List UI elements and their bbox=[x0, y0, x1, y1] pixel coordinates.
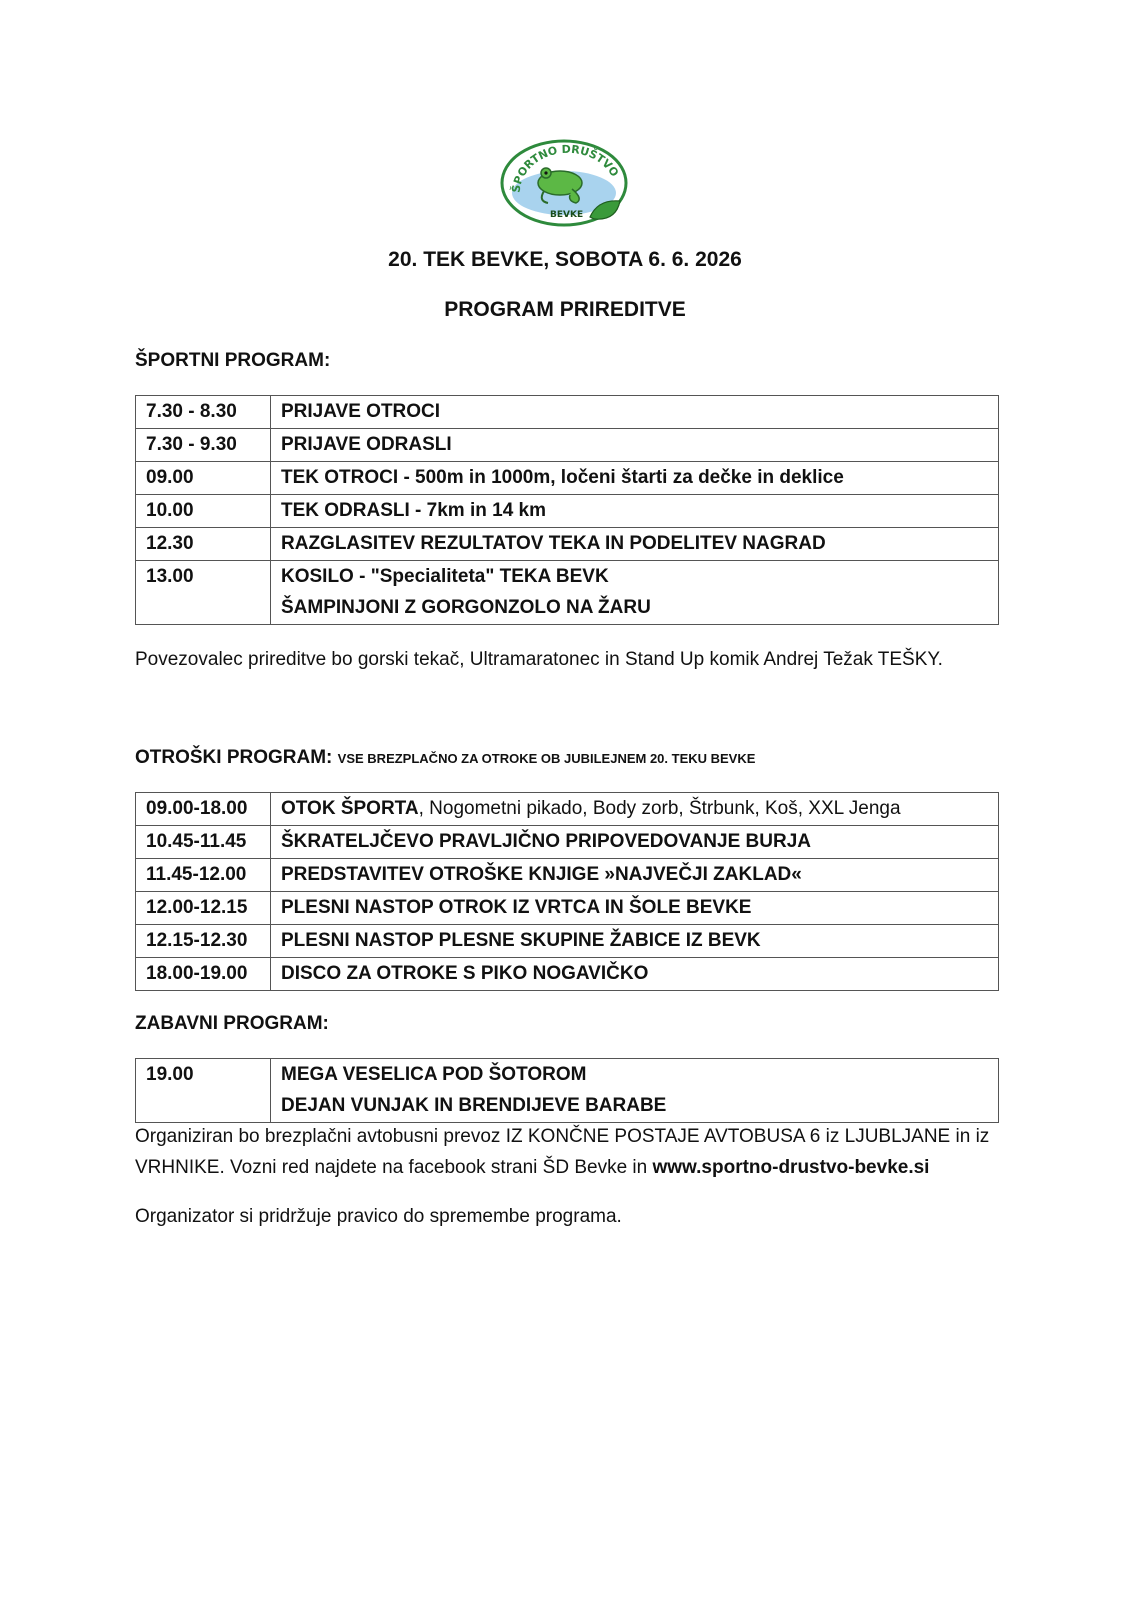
event-cell: TEK OTROCI - 500m in 1000m, ločeni štarti za dečke in deklice bbox=[271, 462, 999, 495]
event-details: , Nogometni pikado, Body zorb, Štrbunk, Koš, XXL Jenga bbox=[418, 798, 901, 819]
event-cell bbox=[271, 561, 999, 625]
event-cell: ŠKRATELJČEVO PRAVLJIČNO PRIPOVEDOVANJE BURJA bbox=[271, 826, 999, 859]
kids-heading-note: VSE BREZPLAČNO ZA OTROKE OB JUBILEJNEM 20. TEKU BEVKE bbox=[337, 751, 756, 766]
logo-bevke-text: BEVKE bbox=[550, 210, 584, 220]
event-cell: TEK ODRASLI - 7km in 14 km bbox=[271, 495, 999, 528]
bus-paragraph bbox=[135, 1121, 1005, 1183]
event-cell: PLESNI NASTOP PLESNE SKUPINE ŽABICE IZ BEVK bbox=[271, 925, 999, 958]
website-link[interactable]: www.sportno-drustvo-bevke.si bbox=[652, 1157, 930, 1178]
fun-schedule-table bbox=[135, 1058, 999, 1123]
table-row bbox=[136, 429, 999, 462]
event-cell bbox=[271, 1059, 999, 1123]
sports-heading: ŠPORTNI PROGRAM: bbox=[135, 350, 331, 371]
disclaimer-paragraph: Organizator si pridržuje pravico do spremembe programa. bbox=[135, 1206, 622, 1227]
table-row bbox=[136, 958, 999, 991]
time-cell: 12.30 bbox=[136, 528, 271, 561]
time-cell: 12.00-12.15 bbox=[136, 892, 271, 925]
event-cell: PLESNI NASTOP OTROK IZ VRTCA IN ŠOLE BEVKE bbox=[271, 892, 999, 925]
logo-arc-text: ŠPORTNO DRUŠTVO bbox=[509, 142, 622, 194]
event-cell: PRIJAVE ODRASLI bbox=[271, 429, 999, 462]
event-cell: RAZGLASITEV REZULTATOV TEKA IN PODELITEV NAGRAD bbox=[271, 528, 999, 561]
fun-heading: ZABAVNI PROGRAM: bbox=[135, 1013, 329, 1034]
event-line: MEGA VESELICA POD ŠOTOROM bbox=[281, 1064, 587, 1085]
event-cell: PREDSTAVITEV OTROŠKE KNJIGE »NAJVEČJI ZAKLAD« bbox=[271, 859, 999, 892]
table-row bbox=[136, 826, 999, 859]
kids-heading bbox=[135, 747, 755, 769]
event-cell: DISCO ZA OTROKE S PIKO NOGAVIČKO bbox=[271, 958, 999, 991]
page-subtitle: PROGRAM PRIREDITVE bbox=[444, 298, 686, 321]
time-cell: 10.00 bbox=[136, 495, 271, 528]
table-row bbox=[136, 1059, 999, 1123]
time-cell: 12.15-12.30 bbox=[136, 925, 271, 958]
table-row bbox=[136, 396, 999, 429]
time-cell: 11.45-12.00 bbox=[136, 859, 271, 892]
table-row bbox=[136, 495, 999, 528]
bus-text: Organiziran bo brezplačni avtobusni prevoz IZ KONČNE POSTAJE AVTOBUSA 6 iz LJUBLJANE in iz VRHNIKE. Vozni red najdete na facebook strani ŠD Bevke in bbox=[135, 1126, 990, 1178]
table-row bbox=[136, 793, 999, 826]
event-highlight: OTOK ŠPORTA bbox=[281, 798, 419, 819]
event-cell bbox=[271, 793, 999, 826]
time-cell: 19.00 bbox=[136, 1059, 271, 1123]
kids-heading-label: OTROŠKI PROGRAM: bbox=[135, 747, 333, 768]
page-title: 20. TEK BEVKE, SOBOTA 6. 6. 2026 bbox=[388, 248, 742, 271]
time-cell: 09.00-18.00 bbox=[136, 793, 271, 826]
event-line: KOSILO - "Specialiteta" TEKA BEVK bbox=[281, 566, 609, 587]
table-row bbox=[136, 462, 999, 495]
table-row bbox=[136, 528, 999, 561]
time-cell: 7.30 - 8.30 bbox=[136, 396, 271, 429]
time-cell: 10.45-11.45 bbox=[136, 826, 271, 859]
time-cell: 13.00 bbox=[136, 561, 271, 625]
table-row bbox=[136, 859, 999, 892]
club-logo bbox=[498, 137, 636, 231]
table-row bbox=[136, 892, 999, 925]
kids-schedule-table bbox=[135, 792, 999, 991]
table-row bbox=[136, 925, 999, 958]
table-row bbox=[136, 561, 999, 625]
event-cell: PRIJAVE OTROCI bbox=[271, 396, 999, 429]
sports-schedule-table bbox=[135, 395, 999, 625]
event-line: DEJAN VUNJAK IN BRENDIJEVE BARABE bbox=[281, 1095, 667, 1116]
time-cell: 7.30 - 9.30 bbox=[136, 429, 271, 462]
host-paragraph: Povezovalec prireditve bo gorski tekač, Ultramaratonec in Stand Up komik Andrej Težak TEŠKY. bbox=[135, 649, 943, 670]
event-line: ŠAMPINJONI Z GORGONZOLO NA ŽARU bbox=[281, 597, 651, 618]
time-cell: 18.00-19.00 bbox=[136, 958, 271, 991]
time-cell: 09.00 bbox=[136, 462, 271, 495]
